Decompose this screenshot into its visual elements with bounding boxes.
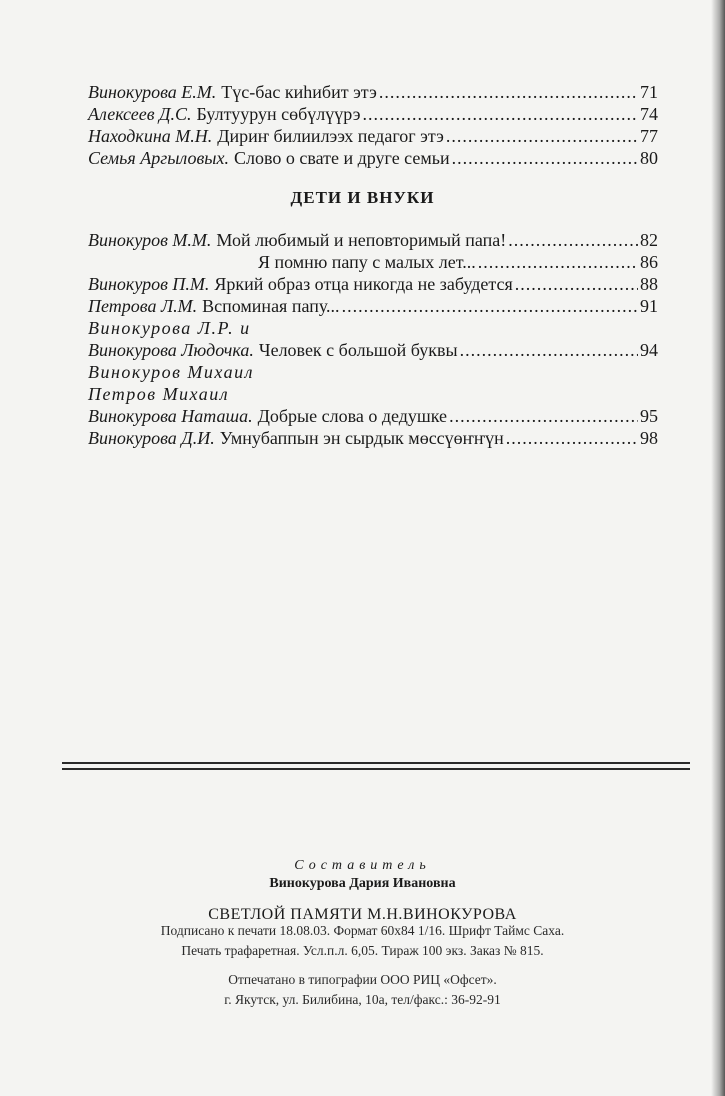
- toc-page-number: 91: [640, 296, 658, 316]
- toc-entry: [88, 274, 658, 296]
- toc-title: Вспоминая папу...: [202, 296, 340, 316]
- imprint-line-print-info: Подписано к печати 18.08.03. Формат 60х84 1/16. Шрифт Таймс Саха.: [160, 923, 565, 938]
- dot-leader: [452, 148, 638, 169]
- toc-entry: [88, 230, 658, 252]
- toc-title: Дириҥ билиилээх педагог этэ: [217, 126, 444, 146]
- toc-author: Винокурова Наташа.: [88, 406, 253, 426]
- toc-page-number: 80: [640, 148, 658, 168]
- section-heading: ДЕТИ И ВНУКИ: [290, 188, 435, 207]
- book-title: СВЕТЛОЙ ПАМЯТИ М.Н.ВИНОКУРОВА: [208, 906, 517, 923]
- dot-leader: [508, 230, 638, 251]
- toc-entry: [88, 340, 658, 362]
- toc-author: Находкина М.Н.: [88, 126, 213, 146]
- toc-entry: [88, 126, 658, 148]
- toc-entry: [88, 384, 658, 406]
- toc-entry: [88, 318, 658, 340]
- toc-group-2: [88, 230, 658, 450]
- toc-title: Добрые слова о дедушке: [257, 406, 448, 426]
- toc-title: Түс-бас киһибит этэ: [221, 82, 377, 102]
- toc-title: Мой любимый и неповторимый папа!: [216, 230, 507, 250]
- toc-entry: [88, 296, 658, 318]
- toc-entry: [88, 82, 658, 104]
- compiler-name: Винокурова Дария Ивановна: [269, 876, 456, 891]
- toc-page-number: 88: [640, 274, 658, 294]
- toc-page-number: 95: [640, 406, 658, 426]
- dot-leader: [449, 406, 638, 427]
- toc-page-number: 86: [640, 252, 658, 272]
- toc-author: Винокуров П.М.: [88, 274, 210, 294]
- toc-title: Слово о свате и друге семьи: [234, 148, 450, 168]
- dot-leader: [460, 340, 638, 361]
- toc-title: Бултуурун сөбүлүүрэ: [196, 104, 361, 124]
- toc-page-number: 94: [640, 340, 658, 360]
- toc-title: Яркий образ отца никогда не забудется: [214, 274, 513, 294]
- toc-entry: [88, 252, 658, 274]
- dot-leader: [478, 252, 638, 273]
- divider-rule-top: [62, 762, 690, 764]
- toc-author: Винокуров М.М.: [88, 230, 212, 250]
- toc-author: Алексеев Д.С.: [88, 104, 192, 124]
- toc-entry: [88, 104, 658, 126]
- toc-page-number: 71: [640, 82, 658, 102]
- toc-author: Петров Михаил: [88, 384, 230, 404]
- toc-author: Семья Аргыловых.: [88, 148, 229, 168]
- toc-group-1: [88, 82, 658, 170]
- imprint-line-edition: Печать трафаретная. Усл.п.л. 6,05. Тираж 100 экз. Заказ № 815.: [181, 943, 544, 958]
- toc-entry: [88, 428, 658, 450]
- dot-leader: [506, 428, 638, 449]
- toc-title: Человек с большой буквы: [258, 340, 458, 360]
- divider-rule-bottom: [62, 768, 690, 770]
- compiler-label: Составитель: [294, 858, 431, 873]
- toc-author: Винокуров Михаил: [88, 362, 255, 382]
- toc-page-number: 77: [640, 126, 658, 146]
- toc-author: Винокурова Е.М.: [88, 82, 217, 102]
- toc-page-number: 98: [640, 428, 658, 448]
- toc-entry: [88, 362, 658, 384]
- dot-leader: [379, 82, 638, 103]
- imprint-line-address: г. Якутск, ул. Билибина, 10а, тел/факс.: 36-92-91: [224, 992, 501, 1007]
- toc-title: Умнубаппын эн сырдык мөссүөҥҥүн: [219, 428, 504, 448]
- toc-author: Винокурова Людочка.: [88, 340, 254, 360]
- toc-author: Винокурова Д.И.: [88, 428, 215, 448]
- imprint-line-printer: Отпечатано в типографии ООО РИЦ «Офсет».: [228, 972, 497, 987]
- toc-author: Петрова Л.М.: [88, 296, 198, 316]
- toc-page-number: 74: [640, 104, 658, 124]
- toc-title: Я помню папу с малых лет...: [258, 252, 476, 272]
- dot-leader: [342, 296, 638, 317]
- dot-leader: [515, 274, 638, 295]
- dot-leader: [446, 126, 638, 147]
- dot-leader: [362, 104, 638, 125]
- toc-entry: [88, 406, 658, 428]
- toc-entry: [88, 148, 658, 170]
- toc-page-number: 82: [640, 230, 658, 250]
- toc-author: Винокурова Л.Р. и: [88, 318, 251, 338]
